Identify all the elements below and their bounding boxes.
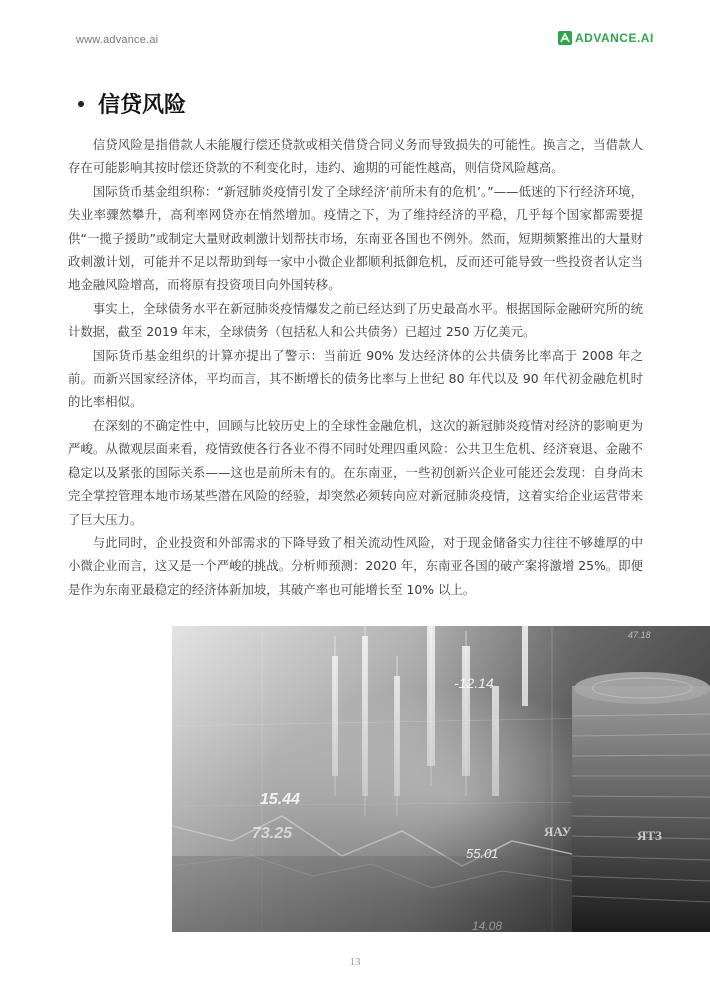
coin-engraving: ЯАУ — [544, 824, 572, 839]
header-url[interactable]: www.advance.ai — [76, 34, 159, 46]
paragraph: 信贷风险是指借款人未能履行偿还贷款或相关借贷合同义务而导致损失的可能性。换言之，当借款人存在可能影响其按时偿还贷款的不利变化时，违约、逾期的可能性越高，则信贷风险越高。 — [68, 137, 643, 176]
overlay-number: 47.18 — [628, 630, 651, 640]
bullet-icon — [78, 101, 84, 107]
overlay-number: 14.08 — [472, 919, 503, 932]
page-number: 13 — [349, 956, 361, 968]
section-title: 信贷风险 — [98, 93, 187, 118]
overlay-number: -12.14 — [454, 675, 494, 691]
paragraph: 国际货币基金组织称：“新冠肺炎疫情引发了全球经济‘前所未有的危机’。”——低迷的下行经济环境，失业率骤然攀升，高利率网贷亦在悄然增加。疫情之下，为了维持经济的平稳，几乎每个国家都需要提供“一揽子援助”或制定大量财政刺激计划帮扶市场，东南亚各国也不例外。然而，短期频繁推出的大量财政刺激计划，可能并不足以帮助到每一家中小微企业都顺利抵御危机，反而还可能导致一些投资者认定当地金融风险增高，而将原有投资项目向外国转移。 — [68, 183, 643, 293]
paragraph: 事实上，全球债务水平在新冠肺炎疫情爆发之前已经达到了历史最高水平。根据国际金融研究所的统计数据，截至 2019 年末，全球债务（包括私人和公共债务）已超过 250 万亿美元。 — [68, 300, 643, 340]
overlay-number: 15.44 — [260, 791, 301, 808]
section-heading — [78, 88, 186, 119]
finance-photo — [172, 626, 710, 932]
coin-engraving: ЯТЗ — [637, 828, 662, 843]
paragraph: 在深刻的不确定性中，回顾与比较历史上的全球性金融危机，这次的新冠肺炎疫情对经济的影响更为严峻。从微观层面来看，疫情致使各行各业不得不同时处理四重风险：公共卫生危机、经济衰退、金融不稳定以及紧张的国际关系——这也是前所未有的。在东南亚，一些初创新兴企业可能还会发现：自身尚未完全掌控管理本地市场某些潜在风险的经验，却突然必须转向应对新冠肺炎疫情，这着实给企业运营带来了巨大压力。 — [68, 417, 643, 527]
overlay-number: 73.25 — [252, 825, 293, 842]
brand-logo — [558, 31, 654, 45]
paragraph: 与此同时，企业投资和外部需求的下降导致了相关流动性风险，对于现金储备实力往往不够雄厚的中小微企业而言，这又是一个严峻的挑战。分析师预测：2020 年，东南亚各国的破产案将激增 25%。即便是作为东南亚最稳定的经济体新加坡，其破产率也可能增长至 10% 以上。 — [68, 534, 643, 597]
logo-text: ADVANCE.AI — [575, 31, 654, 45]
logo-icon — [558, 31, 572, 45]
paragraph: 国际货币基金组织的计算亦提出了警示：当前近 90% 发达经济体的公共债务比率高于 2008 年之前。而新兴国家经济体，平均而言，其不断增长的债务比率与上世纪 80 年代以及 90 年代初金融危机时的比率相似。 — [68, 347, 643, 410]
body-text — [68, 133, 643, 601]
overlay-number: 55.01 — [466, 846, 499, 861]
finance-photo-svg — [172, 626, 710, 932]
